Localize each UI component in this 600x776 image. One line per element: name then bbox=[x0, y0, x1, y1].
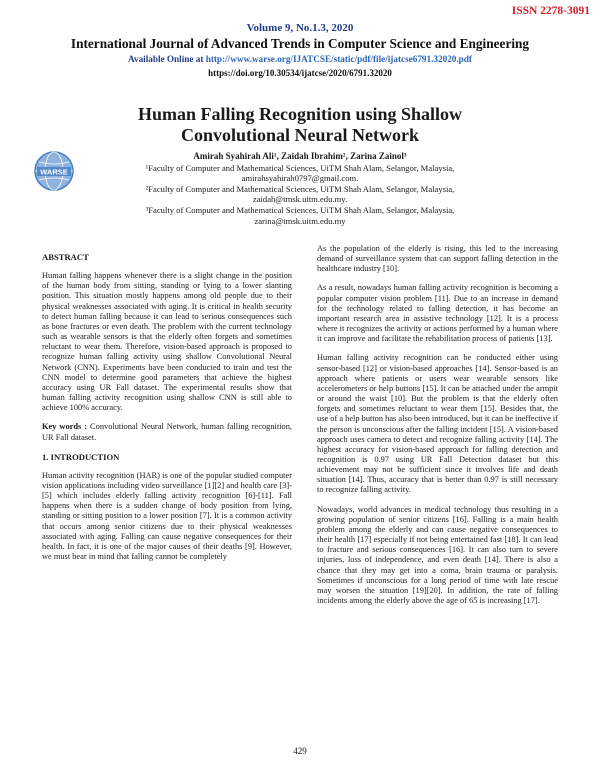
affiliation-line: ²Faculty of Computer and Mathematical Sciences, UiTM Shah Alam, Selangor, Malaysia, bbox=[145, 183, 455, 194]
available-prefix: Available Online at bbox=[128, 54, 206, 64]
warse-globe-logo bbox=[33, 150, 75, 192]
page-number: 429 bbox=[293, 746, 307, 756]
introduction-heading: 1. INTRODUCTION bbox=[42, 451, 120, 462]
affiliation-email: amirahsyahirah0797@gmail.com. bbox=[241, 173, 359, 184]
available-online bbox=[0, 54, 600, 64]
paragraph: As the population of the elderly is rising, this led to the increasing demand of surveillance system that can support falling detection in the healthcare industry [10]. bbox=[317, 244, 558, 274]
left-column bbox=[42, 252, 292, 571]
affiliation-email: zarina@tmsk.uitm.edu.my bbox=[254, 215, 346, 226]
volume-info: Volume 9, No.1.3, 2020 bbox=[246, 22, 354, 34]
logo-text: WARSE bbox=[40, 167, 68, 177]
right-column bbox=[317, 244, 558, 615]
paragraph: Nowadays, world advances in medical technology thus resulting in a growing population of senior citizens [16]. Falling is a main health problem among the elderly and can cause negative consequences to their health [17] especially if not being entertained fast [18]. It can lead to fracture and serious consequences [16]. It can also turn to severe injuries, loss of independence, and even death [14]. There is also a chance that they may get into a coma, brain trauma or paralysis. Sometimes if unconscious for a long period of time with late rescue may worsen the situation [19][20]. In addition, the rate of falling incidents among the elderly above the age of 65 is increasing [17]. bbox=[317, 504, 558, 605]
abstract-heading: ABSTRACT bbox=[42, 252, 89, 262]
author-names: Amirah Syahirah Ali¹, Zaidah Ibrahim², Zarina Zainol³ bbox=[193, 151, 407, 161]
paper-title: Human Falling Recognition using Shallow Convolutional Neural Network bbox=[137, 104, 463, 145]
introduction-text: Human activity recognition (HAR) is one of the popular studied computer vision applications including video surveillance [1][2] and health care [3]-[5] which includes elderly falling activity recognition [6]-[11]. Fall happens when there is a sudden change of body position from lying, standing or sitting position to a lower position [7]. It is a common activity that occurs among senior citizens due to their physical weaknesses associated with aging. Falling can cause negative consequences for their health. In fact, it is one of the major causes of their deaths [9]. However, we must bear in mind that falling cannot be completely bbox=[42, 470, 292, 562]
doi-link[interactable]: https://doi.org/10.30534/ijatcse/2020/6791.32020 bbox=[208, 68, 392, 78]
keywords-text: Convolutional Neural Network, human falling recognition, UR Fall dataset. bbox=[42, 422, 293, 442]
paragraph: As a result, nowadays human falling activity recognition is becoming a popular computer vision problem [11]. Due to an increase in demand for the technology related to falling detection, it has become an important research area in assistive technology [12]. It is a process where it recognizes the activity or actions performed by a human where it can improve and facilitate the rehabilitation process of patients [13]. bbox=[317, 283, 558, 344]
available-url-link[interactable]: http://www.warse.org/IJATCSE/static/pdf/file/ijatcse6791.32020.pdf bbox=[205, 54, 472, 64]
affiliation-line: ¹Faculty of Computer and Mathematical Sciences, UiTM Shah Alam, Selangor, Malaysia, bbox=[145, 162, 455, 173]
affiliation-line: ³Faculty of Computer and Mathematical Sciences, UiTM Shah Alam, Selangor, Malaysia, bbox=[145, 204, 455, 215]
paragraph: Human falling activity recognition can be conducted either using sensor-based [12] or vision-based approaches [14]. Sensor-based is an approach where patients or users wear wearable sensors like accelerometers or help buttons [15]. It can be attached under the armpit or around the waist [10]. But the problem is that the elderly often forgets and sometimes reluctant to wear them [15]. Besides that, the use of a help button has also been introduced, but it can be ineffective if the person is unconscious after the falling incident [15]. A vision-based approach uses camera to detect and recognize falling activity [14]. The highest accuracy for vision-based approach for falling detection and recognition is 0.97 using UR Fall Detection dataset but this achievement may not be sufficient since it involves life and death situation [14]. Thus, accuracy that is better than 0.97 is still necessary to recognize falling activity. bbox=[317, 353, 559, 495]
keywords-label: Key words : bbox=[42, 422, 88, 432]
abstract-text: Human falling happens whenever there is a slight change in the position of the human body from sitting, standing or lying to a lower slanting position. This situation mostly happens among old people due to their physical weaknesses associated with aging. It is critical in health security to detect human falling because it can lead to serious consequences such as bone fractures or even death. The problem with the current technology such as wearable sensors is that the elderly often forgets and sometimes reluctant to wear them. Therefore, vision-based approach is proposed to recognize human falling activity using shallow Convolutional Neural Network (CNN). Experiments have been conducted to train and test the CNN model to determine good parameters that achieve the highest accuracy using UR Fall dataset. The experimental results show that human falling activity recognition using shallow CNN is still able to achieve 100% accuracy. bbox=[42, 271, 292, 413]
journal-title: International Journal of Advanced Trends in Computer Science and Engineering bbox=[70, 36, 530, 51]
author-block bbox=[110, 151, 490, 226]
issn-label: ISSN 2278-3091 bbox=[511, 5, 590, 17]
keywords bbox=[42, 422, 292, 442]
affiliation-email: zaidah@tmsk.uitm.edu.my. bbox=[252, 194, 348, 205]
